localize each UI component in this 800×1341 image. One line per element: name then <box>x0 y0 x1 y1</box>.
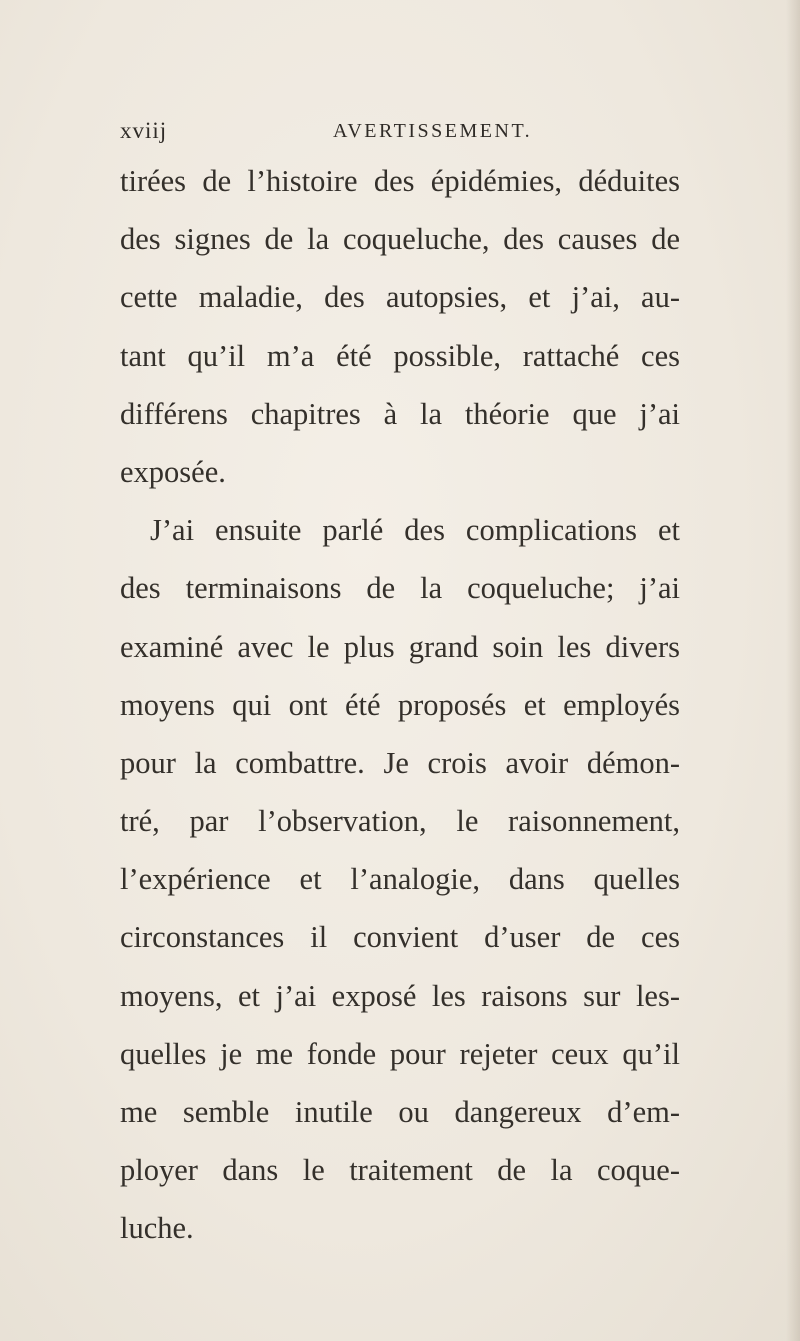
text-line: l’expérience et l’analogie, dans quelles <box>120 862 680 897</box>
text-line: cette maladie, des autopsies, et j’ai, au- <box>120 280 680 315</box>
text-line: des signes de la coqueluche, des causes de <box>120 222 680 257</box>
text-line: tré, par l’observation, le raisonnement, <box>120 804 680 839</box>
text-line: me semble inutile ou dangereux d’em- <box>120 1095 680 1129</box>
text-line: J’ai ensuite parlé des complications et <box>150 513 680 548</box>
running-title: AVERTISSEMENT. <box>333 120 533 142</box>
text-line: ployer dans le traitement de la coque- <box>120 1153 680 1188</box>
text-line: examiné avec le plus grand soin les divers <box>120 629 680 664</box>
body-text <box>120 152 680 1258</box>
text-line: tant qu’il m’a été possible, rattaché ces <box>120 338 680 373</box>
text-line: circonstances il convient d’user de ces <box>120 920 680 955</box>
page-edge-shadow <box>786 0 800 1341</box>
page-number: xviij <box>120 118 168 143</box>
text-line: luche. <box>120 1211 194 1246</box>
text-line: des terminaisons de la coqueluche; j’ai <box>120 571 680 606</box>
text-line: pour la combattre. Je crois avoir démon- <box>120 745 680 780</box>
text-line: moyens qui ont été proposés et employés <box>120 687 680 722</box>
text-line: quelles je me fonde pour rejeter ceux qu’il <box>120 1036 680 1071</box>
text-line: tirées de l’histoire des épidémies, déduites <box>120 164 680 198</box>
text-line: exposée. <box>120 454 226 489</box>
text-line: différens chapitres à la théorie que j’ai <box>120 396 680 431</box>
text-line: moyens, et j’ai exposé les raisons sur les- <box>120 978 680 1013</box>
